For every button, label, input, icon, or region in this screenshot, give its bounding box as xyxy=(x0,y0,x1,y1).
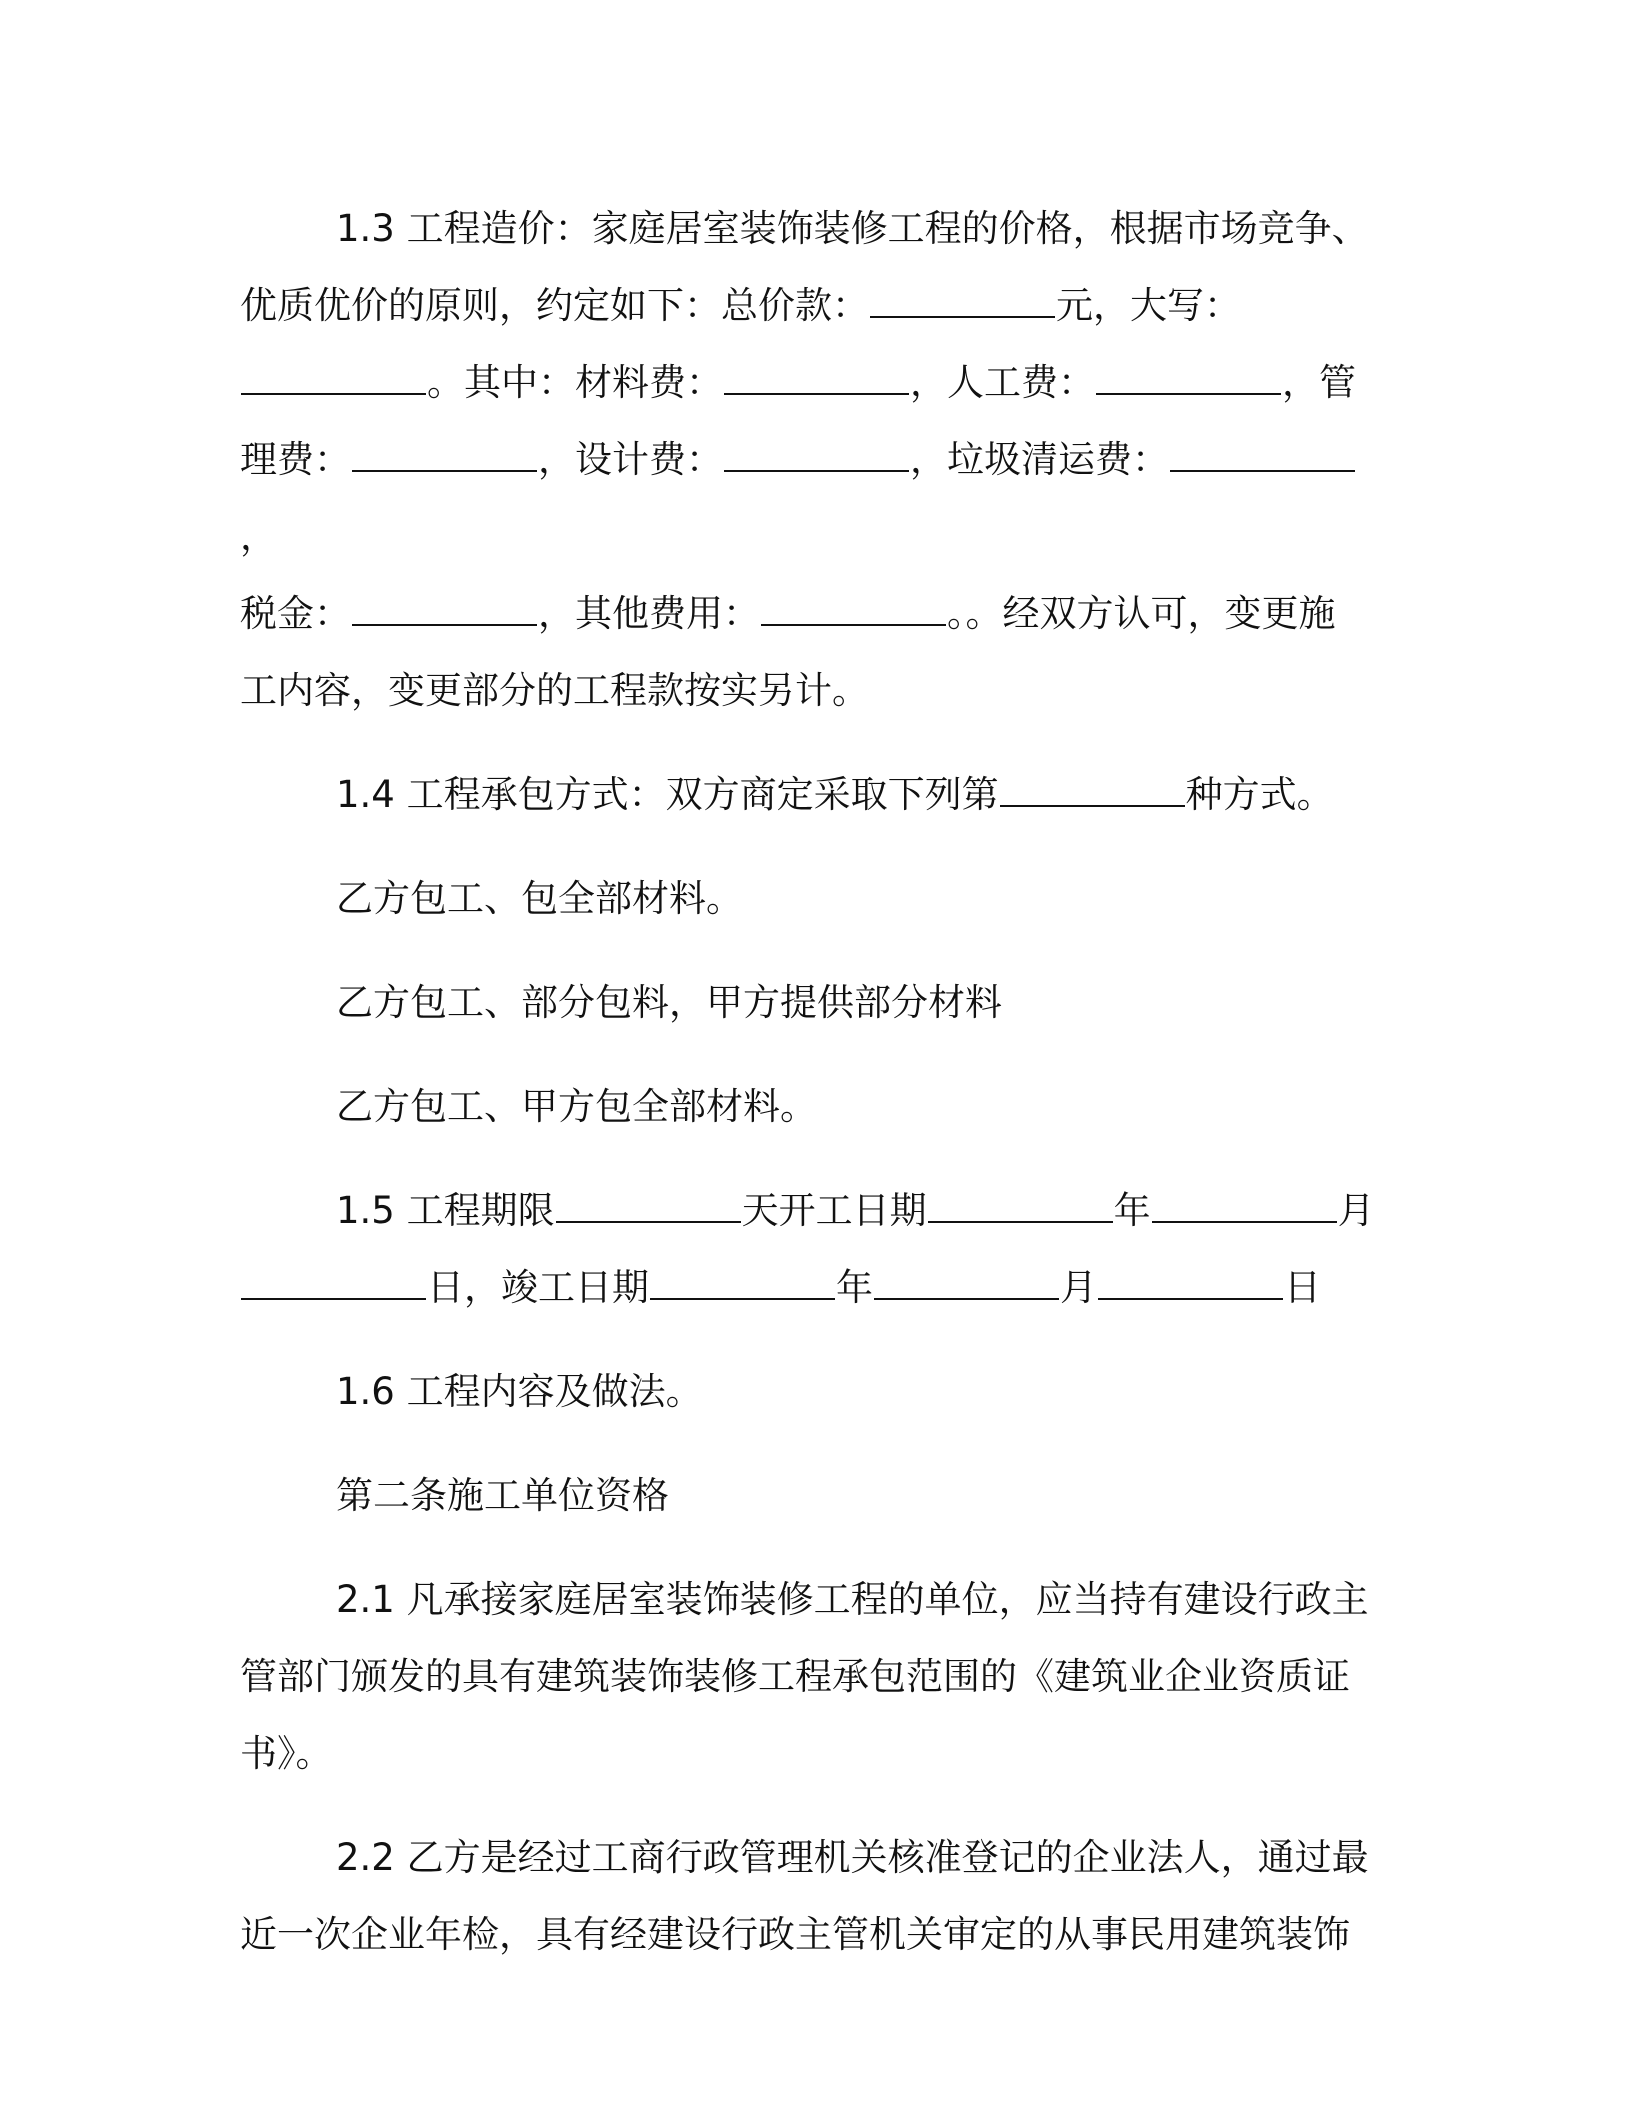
text-run: 1.5 工程期限 xyxy=(336,1189,555,1232)
fill-blank-labor-fee[interactable] xyxy=(1096,359,1281,395)
text-run: 年 xyxy=(836,1266,873,1309)
fill-blank-start-month[interactable] xyxy=(1152,1187,1337,1223)
fill-blank-price-in-words[interactable] xyxy=(241,359,426,395)
clause-1-3-line-3 xyxy=(240,344,1390,421)
option-1: 乙方包工、包全部材料。 xyxy=(336,877,743,920)
clause-1-3-line-5 xyxy=(240,575,1390,652)
text-run: ， xyxy=(240,515,277,558)
text-run: ，其他费用： xyxy=(538,592,760,635)
fill-blank-end-month[interactable] xyxy=(874,1264,1059,1300)
text-run: 年 xyxy=(1113,1189,1151,1232)
text-run: 天开工日期 xyxy=(741,1189,927,1232)
clause-2-2-line-1: 2.2 乙方是经过工商行政管理机关核准登记的企业法人，通过最 xyxy=(336,1836,1369,1879)
option-2: 乙方包工、部分包料，甲方提供部分材料 xyxy=(336,981,1002,1024)
clause-2-1-line-2: 管部门颁发的具有建筑装饰装修工程承包范围的《建筑业企业资质证 xyxy=(240,1655,1350,1698)
text-run: 。。经双方认可，变更施 xyxy=(947,592,1336,635)
clause-1-5 xyxy=(240,1172,1390,1326)
text-run: 税金： xyxy=(240,592,351,635)
fill-blank-start-year[interactable] xyxy=(928,1187,1113,1223)
text-run: 月 xyxy=(1337,1189,1375,1232)
fill-blank-duration-days[interactable] xyxy=(556,1187,741,1223)
clause-2-2 xyxy=(240,1819,1390,1973)
fill-blank-management-fee[interactable] xyxy=(352,436,537,472)
clause-2-2-line-2: 近一次企业年检，具有经建设行政主管机关审定的从事民用建筑装饰 xyxy=(240,1913,1350,1956)
article-2-heading: 第二条施工单位资格 xyxy=(336,1474,669,1517)
clause-1-6: 1.6 工程内容及做法。 xyxy=(336,1370,703,1413)
fill-blank-waste-removal-fee[interactable] xyxy=(1170,436,1355,472)
fill-blank-material-fee[interactable] xyxy=(724,359,909,395)
clause-2-1 xyxy=(240,1561,1390,1792)
fill-blank-end-year[interactable] xyxy=(650,1264,835,1300)
clause-1-3 xyxy=(240,190,1390,729)
fill-blank-end-day[interactable] xyxy=(1098,1264,1283,1300)
option-3: 乙方包工、甲方包全部材料。 xyxy=(336,1085,817,1128)
text-run: 。其中：材料费： xyxy=(427,361,723,404)
clause-1-5-line-2 xyxy=(240,1249,1390,1326)
clause-1-3-line-1: 1.3 工程造价：家庭居室装饰装修工程的价格，根据市场竞争、 xyxy=(336,207,1369,250)
text-run: 日，竣工日期 xyxy=(427,1266,649,1309)
text-run: ，垃圾清运费： xyxy=(910,438,1169,481)
text-run: 元，大写： xyxy=(1056,284,1241,327)
text-run: 月 xyxy=(1060,1266,1097,1309)
text-run: 种方式。 xyxy=(1185,773,1334,816)
clause-1-3-line-2 xyxy=(240,267,1390,344)
fill-blank-contract-method[interactable] xyxy=(1000,771,1185,807)
fill-blank-design-fee[interactable] xyxy=(724,436,909,472)
text-run: 1.4 工程承包方式：双方商定采取下列第 xyxy=(336,773,999,816)
fill-blank-tax[interactable] xyxy=(352,590,537,626)
clause-1-3-line-6: 工内容，变更部分的工程款按实另计。 xyxy=(240,669,869,712)
fill-blank-other-fees[interactable] xyxy=(761,590,946,626)
text-run: 优质优价的原则，约定如下：总价款： xyxy=(240,284,869,327)
text-run: ，管 xyxy=(1282,361,1356,404)
text-run: 理费： xyxy=(240,438,351,481)
fill-blank-start-day[interactable] xyxy=(241,1264,426,1300)
clause-1-3-line-4 xyxy=(240,421,1390,575)
fill-blank-total-price[interactable] xyxy=(870,282,1055,318)
clause-2-1-line-1: 2.1 凡承接家庭居室装饰装修工程的单位，应当持有建设行政主 xyxy=(336,1578,1369,1621)
document-page xyxy=(240,190,1390,1973)
text-run: 日 xyxy=(1284,1266,1321,1309)
text-run: ，人工费： xyxy=(910,361,1095,404)
clause-1-4 xyxy=(240,756,1390,833)
clause-1-5-line-1 xyxy=(240,1172,1390,1249)
text-run: ，设计费： xyxy=(538,438,723,481)
clause-2-1-line-3: 书》。 xyxy=(240,1732,333,1775)
